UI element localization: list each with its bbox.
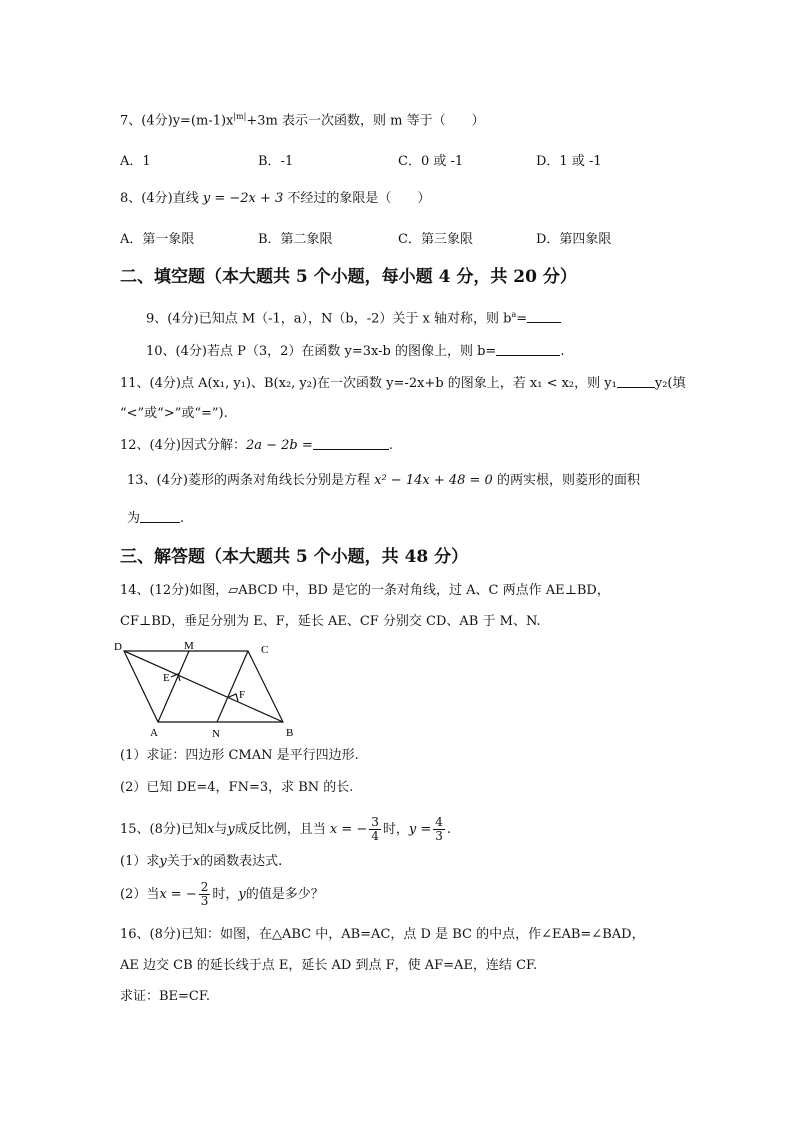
q12-number: 12、(4分) [120, 438, 181, 453]
q15-sub2-cond: x = − [159, 887, 197, 902]
q15-f3-den: 3 [200, 894, 209, 908]
q8-option-d: D．第四象限 [536, 232, 612, 247]
q15-fraction-1 [369, 816, 381, 843]
q13-number: 13、(4分) [127, 473, 188, 488]
q15-sub1 [120, 853, 282, 871]
q14-line2: CF⊥BD，垂足分别为 E、F，延长 AE、CF 分别交 CD、AB 于 M、N. [120, 614, 541, 629]
q15-text-a: 已知 [180, 822, 207, 837]
q15-f2-num: 4 [435, 815, 443, 829]
q7-option-d: D．1 或 -1 [536, 154, 602, 169]
q10-number: 10、(4分) [146, 344, 207, 359]
q13-text2: 的两实根，则菱形的面积 [496, 473, 640, 488]
label-a: A [150, 727, 158, 739]
q12-formula: 2a − 2b = [245, 438, 313, 453]
q13-line2 [127, 510, 184, 528]
q14-sub2: (2）已知 DE=4，FN=3，求 BN 的长. [120, 780, 354, 795]
q11-text: 点 A(x₁, y₁)、B(x₂, y₂)在一次函数 y=-2x+b 的图象上，若 x₁ < x₂，则 y₁ [180, 376, 617, 391]
q13-formula: x² − 14x + 48 = 0 [374, 473, 493, 488]
q15-f1-num: 3 [371, 815, 379, 829]
q15-sub2 [120, 880, 324, 910]
q15-f1-den: 4 [371, 829, 379, 843]
question-15 [120, 815, 451, 845]
q15-sub2-b: 时， [212, 887, 239, 902]
diagonal-bd [124, 651, 283, 722]
q15-text-d: 时， [382, 822, 409, 837]
segment-cn [217, 651, 248, 722]
q15-f3-num: 2 [200, 880, 209, 894]
q8-number: 8、(4分) [120, 191, 173, 206]
q8-option-c: C．第三象限 [398, 232, 473, 247]
q11-text2: y₂(填 [654, 376, 686, 391]
q7-option-a: A．1 [120, 154, 151, 169]
q12-answer-blank[interactable] [313, 437, 389, 450]
label-n: N [212, 728, 220, 740]
q7-option-c: C．0 或 -1 [398, 154, 464, 169]
q12-text: 因式分解： [180, 438, 246, 453]
question-14 [120, 582, 610, 600]
q9-number: 9、(4分) [146, 311, 199, 327]
q14-number: 14、(12分) [120, 583, 190, 598]
parallelogram-figure [112, 638, 302, 742]
question-13 [127, 472, 640, 490]
q8-text-a: 直线 [172, 191, 199, 206]
q11-line2: “<”或“>”或“=”). [120, 406, 228, 421]
section-2-heading: 二、填空题（本大题共 5 个小题，每小题 4 分，共 20 分） [120, 267, 577, 287]
q10-answer-blank[interactable] [496, 343, 560, 356]
q7-option-b: B．-1 [258, 154, 294, 169]
question-10 [146, 343, 564, 361]
question-12 [120, 437, 393, 455]
q7-sup: |m| [233, 112, 247, 121]
q8-option-b: B．第二象限 [258, 232, 333, 247]
q11-answer-blank[interactable] [617, 375, 655, 388]
q15-sub2-c: 的值是多少？ [245, 887, 324, 902]
q9-sup: a [511, 310, 517, 319]
q15-cond1: x = − [329, 822, 368, 837]
q15-x: x [206, 822, 215, 837]
question-9 [146, 306, 561, 328]
q16-line2: AE 边交 CB 的延长线于点 E，延长 AD 到点 F，使 AF=AE，连结 CF. [120, 958, 538, 973]
question-11 [120, 375, 685, 393]
q13-line2-text: 为 [127, 511, 141, 526]
q10-text: 若点 P（3，2）在函数 y=3x-b 的图像上，则 b= [206, 344, 497, 359]
q12-end: . [388, 438, 393, 453]
q15-sub2-y: y [238, 887, 246, 902]
q15-y: y [227, 822, 235, 837]
q13-end: . [180, 511, 185, 526]
q8-formula: y = −2x + 3 [202, 191, 284, 206]
segment-am [158, 651, 189, 722]
q13-text: 菱形的两条对角线长分别是方程 [187, 473, 370, 488]
q15-number: 15、(8分) [120, 822, 181, 837]
q8-text-b: 不经过的象限是（ ） [287, 191, 431, 206]
right-angle-e [171, 674, 180, 681]
question-7 [120, 108, 485, 130]
q8-option-a: A．第一象限 [120, 232, 195, 247]
q15-sub1-x: x [192, 854, 201, 869]
label-c: C [261, 644, 269, 656]
q15-sub1-y: y [159, 854, 167, 869]
label-e: E [163, 672, 170, 684]
q15-text-c: 成反比例，且当 [234, 822, 326, 837]
q15-sub1-c: 的函数表达式. [200, 854, 283, 869]
q13-answer-blank[interactable] [140, 510, 180, 523]
q15-fraction-2 [433, 816, 445, 843]
question-8 [120, 190, 430, 208]
q15-sub1-a: (1）求 [120, 854, 160, 869]
q7-text: y=(m-1)x [172, 113, 234, 129]
q9-text2: = [516, 311, 528, 327]
q9-text: 已知点 M（-1，a），N（b，-2）关于 x 轴对称，则 b [198, 311, 512, 327]
q15-sub1-b: 关于 [166, 854, 193, 869]
q15-fraction-3 [199, 881, 211, 908]
q9-answer-blank[interactable] [527, 310, 561, 323]
label-d: D [114, 641, 122, 653]
question-16 [120, 926, 645, 944]
q15-cond2: y = [408, 822, 432, 837]
label-m: M [184, 640, 194, 652]
section-3-heading: 三、解答题（本大题共 5 个小题，共 48 分） [120, 547, 469, 567]
q16-number: 16、(8分) [120, 927, 181, 942]
label-f: F [239, 689, 246, 701]
q7-text2: +3m 表示一次函数，则 m 等于（ ） [246, 113, 485, 129]
q15-end: . [446, 822, 452, 837]
q10-end: . [560, 344, 565, 359]
label-b: B [286, 727, 294, 739]
q11-number: 11、(4分) [120, 376, 181, 391]
q7-number: 7、(4分) [120, 113, 173, 129]
q15-sub2-a: (2）当 [120, 887, 160, 902]
q14-sub1: (1）求证：四边形 CMAN 是平行四边形. [120, 748, 359, 763]
q14-line1: 如图，▱ABCD 中，BD 是它的一条对角线，过 A、C 两点作 AE⊥BD， [189, 583, 610, 598]
q16-line3: 求证：BE=CF. [120, 989, 211, 1004]
q15-f2-den: 3 [435, 829, 443, 843]
q16-line1: 已知：如图，在△ABC 中，AB=AC，点 D 是 BC 的中点，作∠EAB=∠BAD， [180, 927, 645, 942]
q15-text-b: 与 [214, 822, 228, 837]
